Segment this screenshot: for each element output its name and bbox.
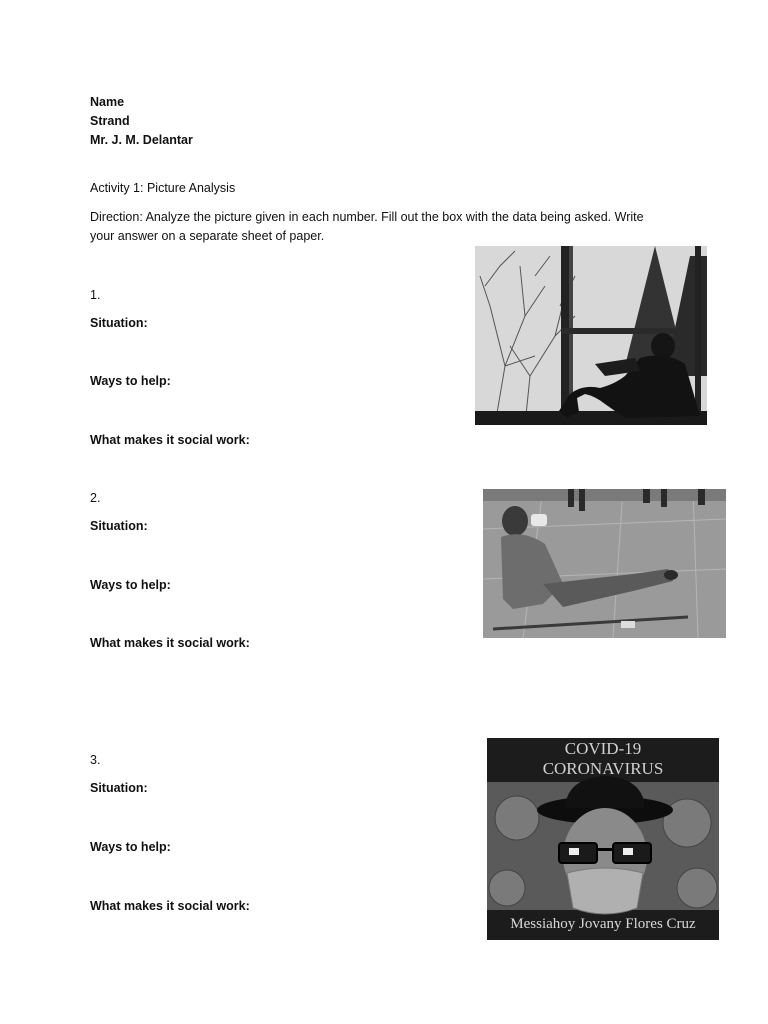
ways-to-help-label: Ways to help: bbox=[90, 374, 171, 388]
photo-covid-poster bbox=[487, 738, 719, 940]
ways-to-help-label: Ways to help: bbox=[90, 840, 171, 854]
ways-to-help-label: Ways to help: bbox=[90, 578, 171, 592]
situation-label: Situation: bbox=[90, 519, 148, 533]
poster-title-line-1: COVID-19 bbox=[564, 739, 642, 758]
poster-title-line-2: CORONAVIRUS bbox=[542, 759, 664, 778]
item-number: 1. bbox=[90, 288, 101, 302]
poster-caption: Messiahoy Jovany Flores Cruz bbox=[510, 916, 696, 932]
situation-label: Situation: bbox=[90, 316, 148, 330]
teacher-name: Mr. J. M. Delantar bbox=[90, 133, 193, 147]
activity-direction: Direction: Analyze the picture given in each number. Fill out the box with the data being asked. Write your answer on a separate sheet of paper. bbox=[90, 210, 644, 243]
strand-label: Strand bbox=[90, 114, 130, 128]
item-number: 2. bbox=[90, 491, 101, 505]
activity-title: Activity 1: Picture Analysis bbox=[90, 181, 236, 195]
situation-label: Situation: bbox=[90, 781, 148, 795]
social-work-label: What makes it social work: bbox=[90, 433, 250, 447]
name-label: Name bbox=[90, 95, 125, 109]
photo-man-with-crutches-on-street bbox=[483, 489, 726, 638]
social-work-label: What makes it social work: bbox=[90, 899, 250, 913]
social-work-label: What makes it social work: bbox=[90, 636, 250, 650]
photo-person-sitting-at-window bbox=[475, 246, 707, 425]
item-number: 3. bbox=[90, 753, 101, 767]
